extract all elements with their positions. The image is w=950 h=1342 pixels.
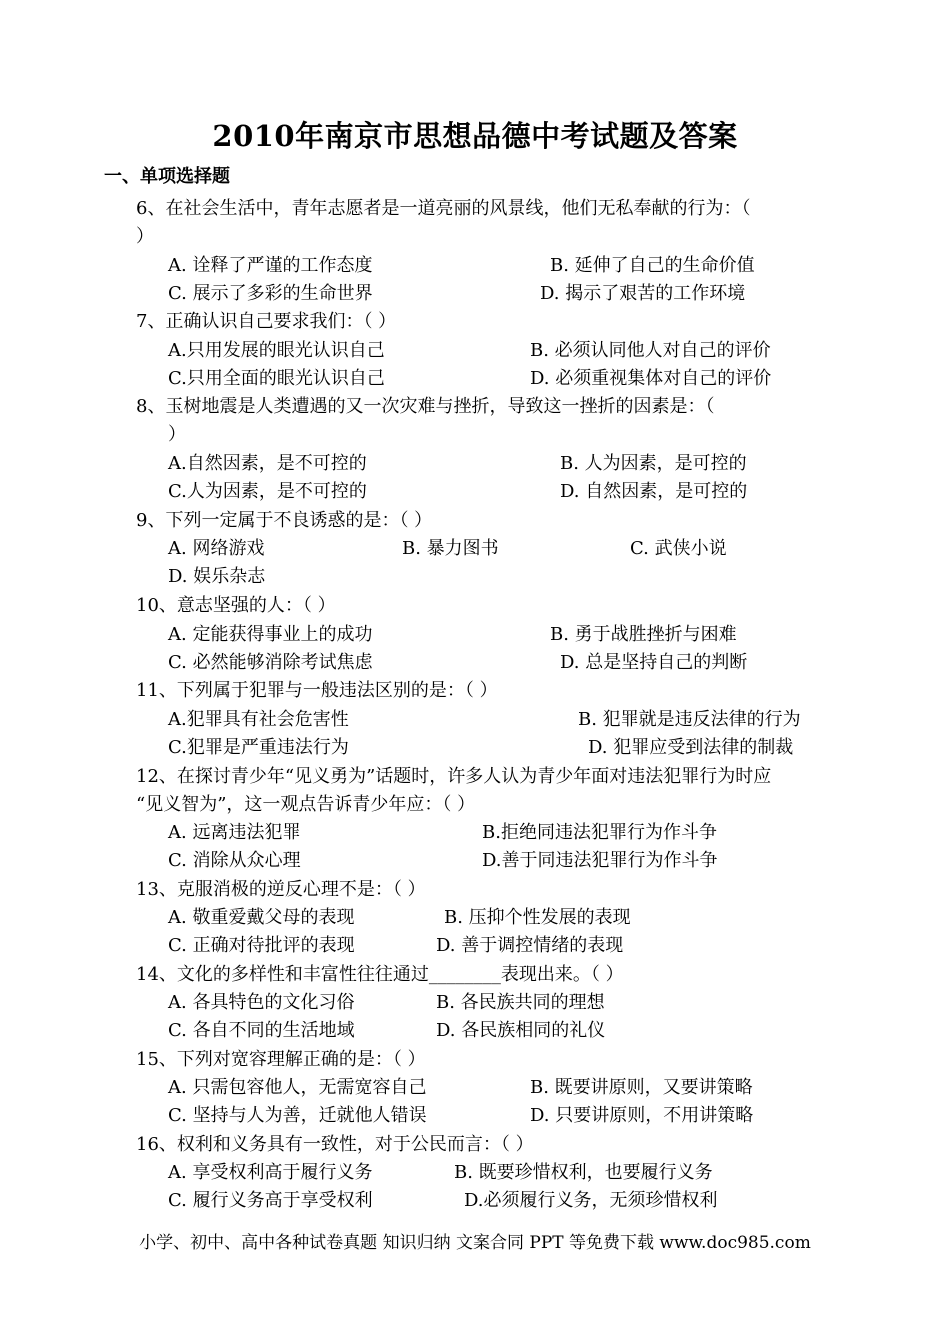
question-16-option-c: C. 履行义务高于享受权利 (168, 1190, 373, 1211)
question-7-option-b: B. 必须认同他人对自己的评价 (530, 340, 771, 361)
question-9-option-a: A. 网络游戏 (168, 538, 265, 559)
question-16-stem: 16、权利和义务具有一致性，对于公民而言：（ ） (136, 1134, 534, 1155)
question-10-option-a: A. 定能获得事业上的成功 (168, 624, 373, 645)
question-13-option-b: B. 压抑个性发展的表现 (444, 907, 631, 928)
question-6-stem-cont: ） (136, 226, 154, 247)
question-14-stem: 14、文化的多样性和丰富性往往通过________表现出来。（ ） (136, 964, 624, 985)
question-15-option-c: C. 坚持与人为善，迁就他人错误 (168, 1105, 427, 1126)
question-7-option-a: A.只用发展的眼光认识自己 (168, 340, 385, 361)
question-15-option-a: A. 只需包容他人，无需宽容自己 (168, 1077, 427, 1098)
question-14-option-a: A. 各具特色的文化习俗 (168, 992, 355, 1013)
question-13-option-a: A. 敬重爱戴父母的表现 (168, 907, 355, 928)
question-8-option-c: C.人为因素，是不可控的 (168, 481, 367, 502)
question-8-option-b: B. 人为因素，是可控的 (560, 453, 747, 474)
question-12-option-b: B.拒绝同违法犯罪行为作斗争 (482, 822, 717, 843)
question-8-stem-cont: ） (168, 424, 186, 445)
question-8-stem: 8、玉树地震是人类遭遇的又一次灾难与挫折，导致这一挫折的因素是：（ (136, 396, 715, 417)
question-12-option-a: A. 远离违法犯罪 (168, 822, 301, 843)
question-7-option-d: D. 必须重视集体对自己的评价 (530, 368, 772, 389)
question-10-option-c: C. 必然能够消除考试焦虑 (168, 652, 373, 673)
question-10-option-d: D. 总是坚持自己的判断 (560, 652, 748, 673)
question-15-option-d: D. 只要讲原则，不用讲策略 (530, 1105, 754, 1126)
question-8-option-d: D. 自然因素，是可控的 (560, 481, 748, 502)
section-heading: 一、单项选择题 (104, 166, 230, 187)
question-16-option-b: B. 既要珍惜权利，也要履行义务 (454, 1162, 713, 1183)
question-6-option-d: D. 揭示了艰苦的工作环境 (540, 283, 746, 304)
question-12-option-c: C. 消除从众心理 (168, 850, 301, 871)
question-12-stem-cont: “见义智为”，这一观点告诉青少年应：（ ） (136, 794, 476, 815)
question-6-option-a: A. 诠释了严谨的工作态度 (168, 255, 373, 276)
question-9-option-b: B. 暴力图书 (402, 538, 499, 559)
question-9-stem: 9、下列一定属于不良诱惑的是：（ ） (136, 510, 433, 531)
question-11-stem: 11、下列属于犯罪与一般违法区别的是：（ ） (136, 680, 498, 701)
question-9-option-c: C. 武侠小说 (630, 538, 727, 559)
question-12-option-d: D.善于同违法犯罪行为作斗争 (482, 850, 718, 871)
question-11-option-a: A.犯罪具有社会危害性 (168, 709, 349, 730)
question-9-option-d: D. 娱乐杂志 (168, 566, 266, 587)
question-15-option-b: B. 既要讲原则，又要讲策略 (530, 1077, 753, 1098)
question-14-option-d: D. 各民族相同的礼仪 (436, 1020, 606, 1041)
page-footer: 小学、初中、高中各种试卷真题 知识归纳 文案合同 PPT 等免费下载 www.doc985.com (139, 1233, 811, 1253)
question-11-option-d: D. 犯罪应受到法律的制裁 (588, 737, 794, 758)
question-7-option-c: C.只用全面的眼光认识自己 (168, 368, 385, 389)
document-title: 2010年南京市思想品德中考试题及答案 (212, 119, 738, 153)
question-6-option-b: B. 延伸了自己的生命价值 (550, 255, 755, 276)
question-7-stem: 7、正确认识自己要求我们：（ ） (136, 311, 397, 332)
question-13-stem: 13、克服消极的逆反心理不是：（ ） (136, 879, 426, 900)
question-8-option-a: A.自然因素，是不可控的 (168, 453, 367, 474)
question-10-stem: 10、意志坚强的人：（ ） (136, 595, 336, 616)
question-14-option-c: C. 各自不同的生活地域 (168, 1020, 355, 1041)
question-13-option-c: C. 正确对待批评的表现 (168, 935, 355, 956)
question-12-stem: 12、在探讨青少年“见义勇为”话题时，许多人认为青少年面对违法犯罪行为时应 (136, 766, 772, 787)
question-10-option-b: B. 勇于战胜挫折与困难 (550, 624, 737, 645)
question-16-option-d: D.必须履行义务，无须珍惜权利 (464, 1190, 718, 1211)
question-13-option-d: D. 善于调控情绪的表现 (436, 935, 624, 956)
question-11-option-b: B. 犯罪就是违反法律的行为 (578, 709, 801, 730)
question-6-stem: 6、在社会生活中，青年志愿者是一道亮丽的风景线，他们无私奉献的行为：（ (136, 198, 751, 219)
question-6-option-c: C. 展示了多彩的生命世界 (168, 283, 373, 304)
question-15-stem: 15、下列对宽容理解正确的是：（ ） (136, 1049, 426, 1070)
question-14-option-b: B. 各民族共同的理想 (436, 992, 605, 1013)
question-11-option-c: C.犯罪是严重违法行为 (168, 737, 349, 758)
question-16-option-a: A. 享受权利高于履行义务 (168, 1162, 373, 1183)
